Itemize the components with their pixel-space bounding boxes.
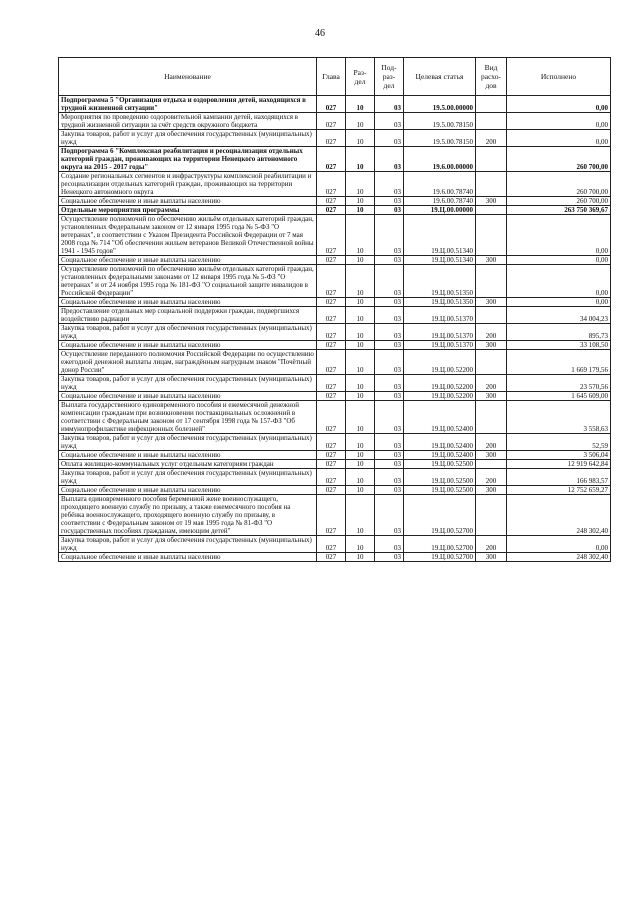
row-podrazdel: 03 — [375, 113, 404, 130]
row-vid: 200 — [476, 324, 507, 341]
row-razdel: 10 — [346, 206, 375, 215]
row-glava: 027 — [317, 206, 346, 215]
table-row — [59, 350, 611, 375]
table-row — [59, 460, 611, 469]
row-vid: 200 — [476, 434, 507, 451]
table-row — [59, 130, 611, 147]
row-name: Мероприятия по проведению оздоровительной кампании детей, находящихся в трудной жизненной ситуации за счёт средств окружного бюджета — [59, 113, 317, 130]
row-glava: 027 — [317, 451, 346, 460]
row-razdel: 10 — [346, 113, 375, 130]
row-article: 19.Ц.00.51340 — [404, 215, 476, 256]
header-glava: Глава — [317, 58, 346, 96]
row-article: 19.Ц.00.52700 — [404, 495, 476, 536]
row-name: Осуществление переданного полномочия Российской Федерации по осуществлению ежегодной денежной выплаты лицам, награждённым нагрудным знаком "Почётный донор России" — [59, 350, 317, 375]
row-vid — [476, 265, 507, 298]
row-razdel: 10 — [346, 256, 375, 265]
row-vid — [476, 495, 507, 536]
row-vid: 300 — [476, 451, 507, 460]
row-glava: 027 — [317, 172, 346, 197]
row-podrazdel: 03 — [375, 206, 404, 215]
row-razdel: 10 — [346, 324, 375, 341]
row-glava: 027 — [317, 486, 346, 495]
row-article: 19.Ц.00.52400 — [404, 401, 476, 434]
row-podrazdel: 03 — [375, 536, 404, 553]
row-podrazdel: 03 — [375, 486, 404, 495]
row-name: Социальное обеспечение и иные выплаты населению — [59, 486, 317, 495]
row-razdel: 10 — [346, 375, 375, 392]
row-podrazdel: 03 — [375, 130, 404, 147]
row-article: 19.6.00.78740 — [404, 197, 476, 206]
budget-table — [58, 57, 611, 562]
row-executed: 52,59 — [507, 434, 611, 451]
row-razdel: 10 — [346, 197, 375, 206]
table-row — [59, 215, 611, 256]
row-name: Создание региональных сегментов и инфраструктуры комплексной реабилитации и ресоциализации отдельных категорий граждан, проживающих на территории Ненецкого автономного округа — [59, 172, 317, 197]
table-row — [59, 197, 611, 206]
row-glava: 027 — [317, 553, 346, 562]
row-podrazdel: 03 — [375, 298, 404, 307]
row-article: 19.Ц.00.51340 — [404, 256, 476, 265]
row-glava: 027 — [317, 215, 346, 256]
header-vid: Вид расхо- дов — [476, 58, 507, 96]
row-name: Закупка товаров, работ и услуг для обеспечения государственных (муниципальных) нужд — [59, 469, 317, 486]
row-glava: 027 — [317, 350, 346, 375]
row-article: 19.6.00.00000 — [404, 147, 476, 172]
row-executed: 260 700,00 — [507, 197, 611, 206]
table-row — [59, 434, 611, 451]
row-glava: 027 — [317, 256, 346, 265]
row-executed: 0,00 — [507, 298, 611, 307]
row-name: Закупка товаров, работ и услуг для обеспечения государственных (муниципальных) нужд — [59, 375, 317, 392]
row-executed: 260 700,00 — [507, 172, 611, 197]
row-razdel: 10 — [346, 451, 375, 460]
row-glava: 027 — [317, 130, 346, 147]
row-razdel: 10 — [346, 215, 375, 256]
row-article: 19.Ц.00.52200 — [404, 350, 476, 375]
row-podrazdel: 03 — [375, 392, 404, 401]
row-podrazdel: 03 — [375, 451, 404, 460]
row-name: Закупка товаров, работ и услуг для обеспечения государственных (муниципальных) нужд — [59, 324, 317, 341]
row-article: 19.Ц.00.52700 — [404, 536, 476, 553]
row-name: Закупка товаров, работ и услуг для обеспечения государственных (муниципальных) нужд — [59, 434, 317, 451]
row-article: 19.Ц.00.51370 — [404, 324, 476, 341]
row-executed: 12 919 642,84 — [507, 460, 611, 469]
table-body — [59, 96, 611, 562]
table-row — [59, 341, 611, 350]
row-name: Осуществление полномочий по обеспечению жильём отдельных категорий граждан, установленных федеральными законами от 12 января 1995 года № 5-ФЗ "О ветеранах" и от 24 ноября 1995 года № 181-ФЗ "О социальной защите инвалидов в Российской Федерации" — [59, 265, 317, 298]
row-article: 19.Ц.00.52500 — [404, 460, 476, 469]
row-vid — [476, 350, 507, 375]
row-executed: 23 570,56 — [507, 375, 611, 392]
row-name: Социальное обеспечение и иные выплаты населению — [59, 256, 317, 265]
row-name: Закупка товаров, работ и услуг для обеспечения государственных (муниципальных) нужд — [59, 536, 317, 553]
row-glava: 027 — [317, 469, 346, 486]
row-vid — [476, 96, 507, 113]
row-razdel: 10 — [346, 172, 375, 197]
row-razdel: 10 — [346, 265, 375, 298]
row-name: Отдельные мероприятия программы — [59, 206, 317, 215]
row-vid — [476, 215, 507, 256]
row-glava: 027 — [317, 434, 346, 451]
table-row — [59, 298, 611, 307]
row-glava: 027 — [317, 298, 346, 307]
row-vid — [476, 401, 507, 434]
row-vid: 300 — [476, 197, 507, 206]
row-executed: 0,00 — [507, 536, 611, 553]
row-executed: 0,00 — [507, 130, 611, 147]
row-vid: 200 — [476, 130, 507, 147]
row-executed: 34 004,23 — [507, 307, 611, 324]
row-vid: 200 — [476, 469, 507, 486]
row-executed: 3 506,04 — [507, 451, 611, 460]
row-vid: 300 — [476, 341, 507, 350]
row-podrazdel: 03 — [375, 324, 404, 341]
table-row — [59, 536, 611, 553]
table-row — [59, 96, 611, 113]
row-name: Социальное обеспечение и иные выплаты населению — [59, 197, 317, 206]
row-vid — [476, 206, 507, 215]
row-name: Закупка товаров, работ и услуг для обеспечения государственных (муниципальных) нужд — [59, 130, 317, 147]
row-executed: 263 750 369,67 — [507, 206, 611, 215]
row-name: Социальное обеспечение и иные выплаты населению — [59, 392, 317, 401]
row-executed: 33 108,50 — [507, 341, 611, 350]
table-row — [59, 486, 611, 495]
row-article: 19.Ц.00.52200 — [404, 375, 476, 392]
header-podrazdel: Под- раз- дел — [375, 58, 404, 96]
row-podrazdel: 03 — [375, 147, 404, 172]
table-row — [59, 113, 611, 130]
table-row — [59, 469, 611, 486]
row-glava: 027 — [317, 341, 346, 350]
row-vid: 300 — [476, 298, 507, 307]
row-executed: 0,00 — [507, 265, 611, 298]
row-vid — [476, 113, 507, 130]
row-razdel: 10 — [346, 536, 375, 553]
row-article: 19.Ц.00.52700 — [404, 553, 476, 562]
row-article: 19.6.00.78740 — [404, 172, 476, 197]
table-row — [59, 553, 611, 562]
row-name: Социальное обеспечение и иные выплаты населению — [59, 298, 317, 307]
row-name: Социальное обеспечение и иные выплаты населению — [59, 553, 317, 562]
row-vid — [476, 172, 507, 197]
table-row — [59, 206, 611, 215]
row-article: 19.Ц.00.00000 — [404, 206, 476, 215]
row-glava: 027 — [317, 96, 346, 113]
row-podrazdel: 03 — [375, 495, 404, 536]
row-executed: 260 700,00 — [507, 147, 611, 172]
row-executed: 1 645 609,00 — [507, 392, 611, 401]
page-number: 46 — [315, 28, 325, 39]
row-podrazdel: 03 — [375, 350, 404, 375]
row-article: 19.Ц.00.51370 — [404, 341, 476, 350]
row-vid — [476, 460, 507, 469]
row-podrazdel: 03 — [375, 172, 404, 197]
row-glava: 027 — [317, 495, 346, 536]
row-glava: 027 — [317, 375, 346, 392]
row-glava: 027 — [317, 392, 346, 401]
row-razdel: 10 — [346, 298, 375, 307]
row-razdel: 10 — [346, 350, 375, 375]
table-row — [59, 451, 611, 460]
header-name: Наименование — [59, 58, 317, 96]
row-article: 19.Ц.00.51350 — [404, 265, 476, 298]
row-vid — [476, 147, 507, 172]
row-vid: 300 — [476, 486, 507, 495]
row-podrazdel: 03 — [375, 460, 404, 469]
row-podrazdel: 03 — [375, 256, 404, 265]
row-razdel: 10 — [346, 392, 375, 401]
row-article: 19.Ц.00.52400 — [404, 451, 476, 460]
row-executed: 1 669 179,56 — [507, 350, 611, 375]
row-razdel: 10 — [346, 307, 375, 324]
row-razdel: 10 — [346, 147, 375, 172]
row-name: Социальное обеспечение и иные выплаты населению — [59, 451, 317, 460]
row-executed: 248 302,40 — [507, 553, 611, 562]
header-executed: Исполнено — [507, 58, 611, 96]
row-podrazdel: 03 — [375, 553, 404, 562]
row-executed: 12 752 659,27 — [507, 486, 611, 495]
row-article: 19.Ц.00.52400 — [404, 434, 476, 451]
row-executed: 0,00 — [507, 96, 611, 113]
table-row — [59, 307, 611, 324]
table-row — [59, 324, 611, 341]
row-glava: 027 — [317, 265, 346, 298]
row-name: Выплата единовременного пособия беременной жене военнослужащего, проходящего военную службу по призыву, а также ежемесячного пособия на ребёнка военнослужащего, проходящего военную службу по призыву, в соответствии с Федеральным законом от 19 мая 1995 года № 81-ФЗ "О государственных пособиях гражданам, имеющим детей" — [59, 495, 317, 536]
row-podrazdel: 03 — [375, 375, 404, 392]
table-row — [59, 265, 611, 298]
row-name: Подпрограмма 5 "Организация отдыха и оздоровления детей, находящихся в трудной жизненной ситуации" — [59, 96, 317, 113]
row-razdel: 10 — [346, 96, 375, 113]
table-row — [59, 495, 611, 536]
row-vid: 300 — [476, 392, 507, 401]
row-vid: 300 — [476, 256, 507, 265]
row-article: 19.Ц.00.52200 — [404, 392, 476, 401]
row-article: 19.5.00.78150 — [404, 130, 476, 147]
row-article: 19.Ц.00.51350 — [404, 298, 476, 307]
row-glava: 027 — [317, 401, 346, 434]
row-executed: 3 558,63 — [507, 401, 611, 434]
row-razdel: 10 — [346, 469, 375, 486]
row-podrazdel: 03 — [375, 265, 404, 298]
row-podrazdel: 03 — [375, 307, 404, 324]
row-glava: 027 — [317, 147, 346, 172]
row-executed: 166 983,57 — [507, 469, 611, 486]
header-razdel: Раз- дел — [346, 58, 375, 96]
row-razdel: 10 — [346, 460, 375, 469]
row-glava: 027 — [317, 113, 346, 130]
row-executed: 248 302,40 — [507, 495, 611, 536]
row-razdel: 10 — [346, 495, 375, 536]
row-razdel: 10 — [346, 130, 375, 147]
table-row — [59, 172, 611, 197]
row-glava: 027 — [317, 307, 346, 324]
row-podrazdel: 03 — [375, 469, 404, 486]
row-podrazdel: 03 — [375, 341, 404, 350]
row-article: 19.5.00.78150 — [404, 113, 476, 130]
row-executed: 0,00 — [507, 215, 611, 256]
row-vid: 200 — [476, 536, 507, 553]
row-glava: 027 — [317, 460, 346, 469]
row-article: 19.5.00.00000 — [404, 96, 476, 113]
row-vid: 200 — [476, 375, 507, 392]
table-row — [59, 375, 611, 392]
row-razdel: 10 — [346, 401, 375, 434]
header-article: Целевая статья — [404, 58, 476, 96]
row-executed: 0,00 — [507, 113, 611, 130]
row-name: Социальное обеспечение и иные выплаты населению — [59, 341, 317, 350]
row-podrazdel: 03 — [375, 197, 404, 206]
row-article: 19.Ц.00.52500 — [404, 469, 476, 486]
row-executed: 895,73 — [507, 324, 611, 341]
row-name: Оплата жилищно-коммунальных услуг отдельным категориям граждан — [59, 460, 317, 469]
table-row — [59, 401, 611, 434]
table-header-row — [59, 58, 611, 96]
row-article: 19.Ц.00.52500 — [404, 486, 476, 495]
row-name: Предоставление отдельных мер социальной поддержки граждан, подвергшихся воздействию радиации — [59, 307, 317, 324]
row-podrazdel: 03 — [375, 96, 404, 113]
row-glava: 027 — [317, 197, 346, 206]
row-razdel: 10 — [346, 486, 375, 495]
row-podrazdel: 03 — [375, 434, 404, 451]
row-vid — [476, 307, 507, 324]
row-glava: 027 — [317, 324, 346, 341]
row-razdel: 10 — [346, 553, 375, 562]
row-razdel: 10 — [346, 341, 375, 350]
row-podrazdel: 03 — [375, 215, 404, 256]
table-row — [59, 392, 611, 401]
row-podrazdel: 03 — [375, 401, 404, 434]
row-razdel: 10 — [346, 434, 375, 451]
row-article: 19.Ц.00.51370 — [404, 307, 476, 324]
row-name: Осуществление полномочий по обеспечению жильём отдельных категорий граждан, установленных Федеральным законом от 12 января 1995 года № 5-ФЗ "О ветеранах", в соответствии с Указом Президента Российской Федерации от 7 мая 2008 года № 714 "Об обеспечении жильем ветеранов Великой Отечественной войны 1941 - 1945 годов" — [59, 215, 317, 256]
row-name: Выплата государственного единовременного пособия и ежемесячной денежной компенсации гражданам при возникновении поствакцинальных осложнений в соответствии с Федеральным законом от 17 сентября 1998 года № 157-ФЗ "Об иммунопрофилактике инфекционных болезней" — [59, 401, 317, 434]
row-name: Подпрограмма 6 "Комплексная реабилитация и ресоциализация отдельных категорий граждан, проживающих на территории Ненецкого автономного округа на 2015 - 2017 годы" — [59, 147, 317, 172]
table-row — [59, 147, 611, 172]
table-row — [59, 256, 611, 265]
row-vid: 300 — [476, 553, 507, 562]
row-glava: 027 — [317, 536, 346, 553]
row-executed: 0,00 — [507, 256, 611, 265]
